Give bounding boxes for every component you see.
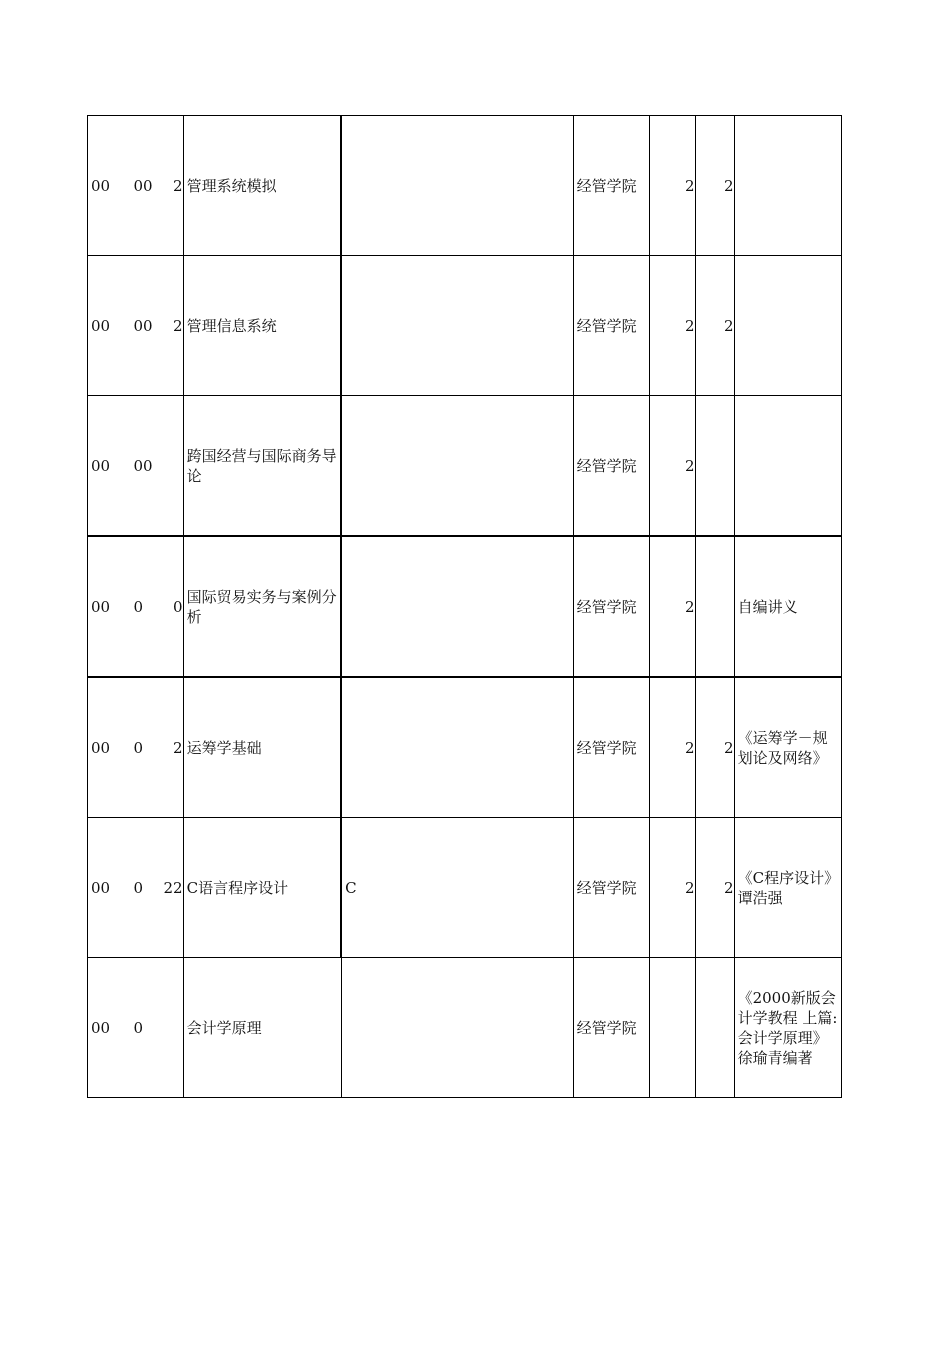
code-a-cell: 00: [88, 677, 134, 818]
note-cell: [341, 536, 573, 677]
credit-cell: 2: [649, 396, 695, 537]
credit-cell: [649, 958, 695, 1098]
course-name-cell: 跨国经营与国际商务导论: [183, 396, 341, 537]
textbook-cell: 《运筹学－规划论及网络》: [734, 677, 841, 818]
credit-cell: 2: [649, 677, 695, 818]
code-b-cell: 00: [134, 256, 164, 396]
course-name-cell: C语言程序设计: [183, 818, 341, 958]
table-row: [88, 116, 842, 256]
course-name-cell: 管理系统模拟: [183, 116, 341, 256]
credit-cell: 2: [649, 818, 695, 958]
textbook-cell: 《C程序设计》谭浩强: [734, 818, 841, 958]
course-name-cell: 国际贸易实务与案例分析: [183, 536, 341, 677]
code-a-cell: 00: [88, 818, 134, 958]
code-a-cell: 00: [88, 116, 134, 256]
code-b-cell: 00: [134, 116, 164, 256]
hours-cell: [695, 958, 734, 1098]
course-name-cell: 运筹学基础: [183, 677, 341, 818]
table-row: [88, 818, 842, 958]
note-cell: [341, 116, 573, 256]
department-cell: 经管学院: [573, 818, 649, 958]
course-table: [87, 115, 842, 1098]
note-cell: [341, 677, 573, 818]
hours-cell: 2: [695, 116, 734, 256]
code-b-cell: 0: [134, 958, 164, 1098]
code-b-cell: 0: [134, 677, 164, 818]
code-c-cell: [164, 396, 184, 537]
department-cell: 经管学院: [573, 256, 649, 396]
code-c-cell: [164, 958, 184, 1098]
credit-cell: 2: [649, 536, 695, 677]
textbook-cell: [734, 256, 841, 396]
code-b-cell: 0: [134, 818, 164, 958]
course-name-cell: 会计学原理: [183, 958, 341, 1098]
credit-cell: 2: [649, 116, 695, 256]
hours-cell: 2: [695, 818, 734, 958]
department-cell: 经管学院: [573, 677, 649, 818]
code-c-cell: 2: [164, 116, 184, 256]
table-row: [88, 677, 842, 818]
code-c-cell: 2: [164, 256, 184, 396]
textbook-cell: [734, 396, 841, 537]
note-cell: [341, 396, 573, 537]
hours-cell: 2: [695, 677, 734, 818]
code-c-cell: 0: [164, 536, 184, 677]
code-c-cell: 22: [164, 818, 184, 958]
code-a-cell: 00: [88, 256, 134, 396]
table-row: [88, 396, 842, 537]
textbook-cell: 《2000新版会计学教程 上篇:会计学原理》徐瑜青编著: [734, 958, 841, 1098]
table-row: [88, 536, 842, 677]
department-cell: 经管学院: [573, 536, 649, 677]
code-b-cell: 00: [134, 396, 164, 537]
code-a-cell: 00: [88, 536, 134, 677]
code-c-cell: 2: [164, 677, 184, 818]
department-cell: 经管学院: [573, 116, 649, 256]
hours-cell: 2: [695, 256, 734, 396]
hours-cell: [695, 396, 734, 537]
code-b-cell: 0: [134, 536, 164, 677]
note-cell: C: [341, 818, 573, 958]
table-row: [88, 256, 842, 396]
department-cell: 经管学院: [573, 396, 649, 537]
code-a-cell: 00: [88, 396, 134, 537]
course-name-cell: 管理信息系统: [183, 256, 341, 396]
credit-cell: 2: [649, 256, 695, 396]
hours-cell: [695, 536, 734, 677]
textbook-cell: [734, 116, 841, 256]
textbook-cell: 自编讲义: [734, 536, 841, 677]
code-a-cell: 00: [88, 958, 134, 1098]
department-cell: 经管学院: [573, 958, 649, 1098]
table-row: [88, 958, 842, 1098]
note-cell: [341, 958, 573, 1098]
note-cell: [341, 256, 573, 396]
